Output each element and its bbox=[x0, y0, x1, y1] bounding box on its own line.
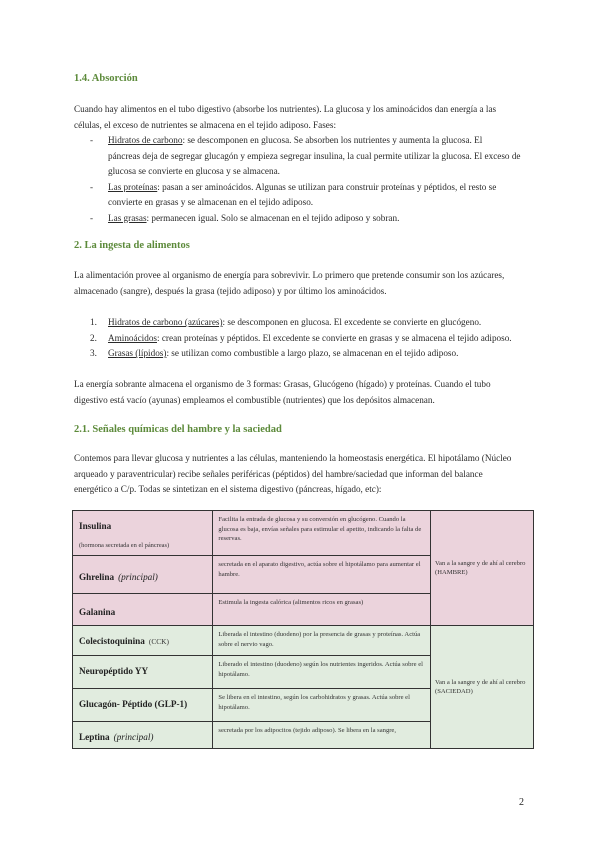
table-cell-name bbox=[73, 556, 213, 594]
ingesta-numbered-list bbox=[90, 315, 538, 362]
paragraph-ingesta-intro bbox=[74, 268, 536, 299]
list-term: Las grasas bbox=[108, 212, 147, 223]
list-term: Hidratos de carbono (azúcares) bbox=[108, 317, 223, 327]
list-text: convierte en grasas y se almacenan en el tejido adiposo. bbox=[108, 197, 314, 207]
table-cell-description: Liberado el intestino (duodeno) según los nutrientes ingeridos. Actúa sobre el hipotálamo. bbox=[213, 656, 431, 689]
table-row bbox=[73, 626, 534, 656]
signal-name: Galanina bbox=[79, 606, 116, 617]
signal-subtitle: (hormona secretada en el páncreas) bbox=[79, 542, 170, 549]
table-cell-description: Liberada el intestino (duodeno) por la presencia de grasas y proteínas. Actúa sobre el nervio vago. bbox=[213, 626, 431, 656]
list-item bbox=[90, 315, 538, 331]
list-item bbox=[90, 133, 538, 180]
signal-name: Leptina bbox=[79, 732, 110, 742]
list-text: páncreas deja de segregar glucagón y empieza segregar insulina, la cual permite utilizar la glucosa. El exceso de bbox=[108, 150, 521, 161]
list-term: Aminoácidos bbox=[108, 332, 157, 343]
list-item bbox=[90, 211, 538, 227]
list-item bbox=[90, 346, 538, 362]
section-heading-absorcion: 1.4. Absorción bbox=[74, 73, 138, 84]
signal-qualifier: (principal) bbox=[113, 732, 154, 742]
signal-qualifier: (CCK) bbox=[148, 637, 169, 646]
list-text: : crean proteínas y péptidos. El excedente se convierte en grasas y se almacena el tejido adiposo. bbox=[157, 332, 512, 343]
list-item bbox=[90, 180, 538, 211]
table-cell-satiety-group: Van a la sangre y de ahí al cerebro (SACIEDAD) bbox=[431, 626, 534, 749]
paragraph-line: células, el exceso de nutrientes se almacena en el tejido adiposo. Fases: bbox=[74, 119, 337, 130]
table-cell-description: secretada en el aparato digestivo, actúa sobre el hipotálamo para aumentar el hambre. bbox=[213, 556, 431, 594]
paragraph-line: arqueado y paraventricular) recibe señales periféricas (péptidos) del hambre/saciedad que informan del balance bbox=[74, 468, 483, 479]
hunger-satiety-signals-table bbox=[72, 510, 534, 749]
table-cell-description: Estimula la ingesta calórica (alimentos ricos en grasas) bbox=[213, 594, 431, 626]
table-cell-hunger-group: Van a la sangre y de ahí al cerebro (HAMBRE) bbox=[431, 511, 534, 626]
signal-name: Glucagón- Péptido (GLP-1) bbox=[79, 699, 188, 709]
paragraph-line: almacenado (sangre), después la grasa (tejido adiposo) y por último los aminoácidos. bbox=[74, 285, 387, 296]
signal-qualifier: (principal) bbox=[118, 571, 158, 582]
list-marker: - bbox=[90, 212, 94, 223]
signal-name: Insulina bbox=[79, 521, 112, 531]
paragraph-line: Cuando hay alimentos en el tubo digestivo (absorbe los nutrientes). La glucosa y los aminoácidos dan energía a las bbox=[74, 104, 497, 114]
table-cell-name bbox=[73, 511, 213, 556]
paragraph-line: La energía sobrante almacena el organismo de 3 formas: Grasas, Glucógeno (hígado) y proteínas. Cuando el tubo bbox=[74, 379, 491, 389]
section-heading-senales: 2.1. Señales químicas del hambre y la saciedad bbox=[74, 424, 282, 435]
paragraph-line: Contemos para llevar glucosa y nutrientes a las células, manteniendo la homeostasis energética. El hipotálamo (Núcleo bbox=[74, 453, 512, 463]
list-text: : se descomponen en glucosa. El excedente se convierte en glucógeno. bbox=[222, 317, 482, 327]
paragraph-line: La alimentación provee al organismo de energía para sobrevivir. Lo primero que pretende consumir son los azúcares, bbox=[74, 270, 505, 280]
paragraph-line: digestivo está vacío (ayunas) empleamos el combustible (nutrientes) que los depósitos almacenan. bbox=[74, 394, 435, 405]
list-term: Grasas (lípidos) bbox=[108, 348, 167, 358]
list-marker: 3. bbox=[90, 348, 97, 358]
table-row bbox=[73, 511, 534, 556]
page-number: 2 bbox=[519, 797, 524, 808]
paragraph-absorcion-intro bbox=[74, 102, 536, 133]
table-cell-description: Facilita la entrada de glucosa y su conversión en glucógeno. Cuando la glucosa es baja, envías señales para estimular el apetito, indicando la falta de reservas. bbox=[213, 511, 431, 556]
table-cell-name bbox=[73, 722, 213, 749]
paragraph-line: energético a C/p. Todas se sintetizan en el sistema digestivo (páncreas, hígado, etc): bbox=[74, 484, 382, 494]
list-marker: - bbox=[90, 135, 94, 145]
list-text: : se utilizan como combustible a largo plazo, se almacenan en el tejido adiposo. bbox=[166, 348, 459, 358]
table-cell-name bbox=[73, 689, 213, 722]
paragraph-senales-intro bbox=[74, 451, 536, 498]
table-cell-name bbox=[73, 594, 213, 626]
list-text: glucosa se convierte en glucosa y se almacena. bbox=[108, 166, 280, 176]
table-cell-name bbox=[73, 656, 213, 689]
signal-name: Neuropéptido YY bbox=[79, 666, 149, 676]
paragraph-ingesta-outro bbox=[74, 377, 536, 408]
list-item bbox=[90, 331, 538, 347]
table-cell-description: Se libera en el intestino, según los carbohidratos y grasas. Actúa sobre el hipotálamo. bbox=[213, 689, 431, 722]
table-cell-description: secretada por los adipocitos (tejido adiposo). Se libera en la sangre, bbox=[213, 722, 431, 749]
list-marker: 1. bbox=[90, 317, 97, 327]
list-text: : se descomponen en glucosa. Se absorben los nutrientes y aumenta la glucosa. El bbox=[182, 135, 483, 145]
section-heading-ingesta: 2. La ingesta de alimentos bbox=[74, 240, 190, 251]
list-text: : pasan a ser aminoácidos. Algunas se utilizan para construir proteínas y péptidos, el resto se bbox=[157, 181, 497, 192]
phases-list bbox=[90, 133, 538, 226]
table-cell-name bbox=[73, 626, 213, 656]
list-marker: 2. bbox=[90, 332, 97, 343]
list-text: : permanecen igual. Solo se almacenan en el tejido adiposo y sobran. bbox=[146, 212, 400, 223]
signal-name: Colecistoquinina bbox=[79, 636, 145, 646]
list-term: Hidratos de carbono bbox=[108, 135, 183, 145]
signal-name: Ghrelina bbox=[79, 571, 115, 582]
list-marker: - bbox=[90, 181, 94, 192]
list-term: Las proteínas bbox=[108, 181, 158, 192]
